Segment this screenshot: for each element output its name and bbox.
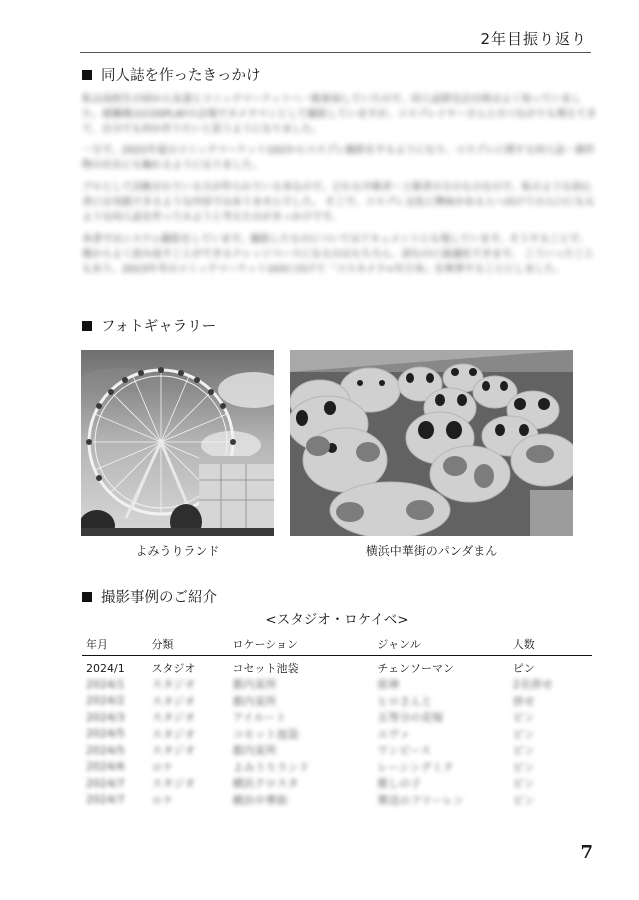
table-row	[82, 726, 592, 743]
table-cell: スタジオ	[151, 678, 196, 692]
table-cell: 2024/5	[86, 727, 125, 741]
table-cell: ピン	[512, 777, 535, 791]
table-cell: スタジオ	[151, 662, 196, 675]
table-cell: ヒロさんと	[377, 694, 433, 708]
table-cell: エヴァ	[377, 727, 411, 741]
section-heading-label: 同人誌を作ったきっかけ	[101, 68, 261, 84]
table-cell: 横浜中華街	[232, 793, 288, 807]
table-row	[82, 676, 592, 693]
body-paragraph: プロとして活動されている方が作られている本なので、どれも中級者〜上級者の方のものなので、私のような初心者には実践できるような内容ではありませんでした。 そこで、コスプレ文化に興味がある人へ向けての入口になるような同人誌を作ってみようと考えたのがきっかけです。	[82, 182, 595, 223]
column-header: 分類	[147, 633, 228, 656]
column-header: ジャンル	[373, 633, 508, 656]
photo-caption: 横浜中華街のパンダまん	[365, 544, 498, 558]
table-cell: スタジオ	[151, 727, 196, 741]
header-divider	[80, 52, 591, 53]
table-cell: 2名併せ	[512, 678, 553, 692]
table-header-row	[82, 633, 592, 656]
body-paragraph: 本書ではシステム撮影をしています。撮影したものについてはドキュメントにも残しています。そうすることで、後からよく読み返すことができるナレッジベースになるのはもちろん、読むのに最適化できます。 こういったこともあり、2023年冬のコミックマーケット103に向けて「コスカメラ+年日本」を執筆することにしました。	[82, 234, 595, 275]
shooting-cases-table	[82, 633, 592, 808]
table-cell: スタジオ	[151, 711, 196, 725]
section-heading-label: フォトギャラリー	[101, 319, 217, 335]
photo-caption: よみうりランド	[135, 544, 220, 558]
table-cell: コセット池袋	[232, 727, 299, 741]
table-row	[82, 792, 592, 809]
table-row	[82, 709, 592, 726]
section-heading-cases	[82, 586, 217, 607]
running-header-title: 2年目振り返り	[480, 30, 587, 48]
body-paragraph: 私は高校生の頃から友達とコミックマーケットへ一般参加していたので、同人誌即売会自体はよく知っていました。就職後はCOSPLAYの会場でカメラマンとして撮影していますが、コスプレイヤーさんとのつながりも増えてきて、自分でも何か作りたいと思うようになりました。	[82, 94, 597, 135]
ferris-wheel-photo	[81, 350, 274, 536]
table-cell: 2024/7	[86, 776, 125, 790]
section-heading-origin	[82, 64, 261, 85]
table-cell: 横浜クロスタ	[232, 777, 299, 791]
square-bullet-icon	[82, 321, 92, 331]
table-row	[82, 693, 592, 710]
table-cell: 併せ	[512, 694, 535, 708]
table-cell: スタジオ	[151, 694, 196, 708]
section-heading-label: 撮影事例のご紹介	[101, 590, 217, 606]
table-cell: ロケ	[151, 760, 174, 774]
table-row	[82, 742, 592, 759]
panda-buns-illustration	[290, 350, 573, 536]
table-cell: ピン	[512, 793, 535, 807]
table-cell: ピン	[512, 744, 535, 758]
table-cell: 都内某所	[232, 694, 277, 708]
table-cell: スタジオ	[151, 777, 196, 791]
table-cell: コセット池袋	[232, 662, 299, 675]
panda-buns-photo	[290, 350, 573, 536]
table-cell: 2024/6	[86, 760, 125, 774]
table-cell: 2024/1	[86, 661, 125, 675]
section-heading-gallery	[82, 315, 216, 336]
table-row	[82, 656, 592, 677]
table-cell: ピン	[512, 727, 535, 741]
column-header: 人数	[509, 633, 592, 656]
table-cell: 推しの子	[377, 777, 422, 791]
table-cell: レーシングミク	[377, 760, 454, 774]
square-bullet-icon	[82, 592, 92, 602]
table-cell: 五等分の花嫁	[377, 711, 444, 725]
table-cell: ワンピース	[377, 744, 432, 758]
table-cell: スタジオ	[151, 744, 196, 758]
table-row	[82, 775, 592, 792]
table-cell: 2024/7	[86, 793, 125, 807]
table-cell: チェンソーマン	[377, 662, 454, 675]
table-cell: 葬送のフリーレン	[377, 793, 465, 807]
table-cell: ピン	[512, 760, 535, 774]
table-cell: 2024/2	[86, 694, 125, 708]
square-bullet-icon	[82, 70, 92, 80]
table-cell: ロケ	[151, 793, 174, 807]
table-cell: 都内某所	[232, 678, 277, 692]
column-header: 年月	[82, 633, 147, 656]
table-cell: 2024/3	[86, 710, 125, 724]
table-row	[82, 759, 592, 776]
page-number: 7	[580, 842, 593, 863]
table-cell: ピン	[512, 711, 535, 725]
table-cell: 2024/1	[86, 677, 125, 691]
table-cell: 原神	[377, 678, 400, 692]
column-header: ロケーション	[228, 633, 373, 656]
table-cell: ピン	[512, 662, 535, 675]
ferris-wheel-illustration	[81, 350, 274, 536]
table-cell: 都内某所	[232, 744, 277, 758]
table-cell: アイルート	[232, 711, 287, 725]
body-paragraph: 一方で、2022年夏のコミックマーケット102からコスプレ撮影をするようになり、コスプレに関する同人誌・創作物の存在にも触れるようになりました。	[82, 145, 595, 171]
table-title: <スタジオ・ロケイベ>	[265, 612, 409, 628]
table-cell: よみうりランド	[232, 760, 310, 774]
table-cell: 2024/5	[86, 743, 125, 757]
